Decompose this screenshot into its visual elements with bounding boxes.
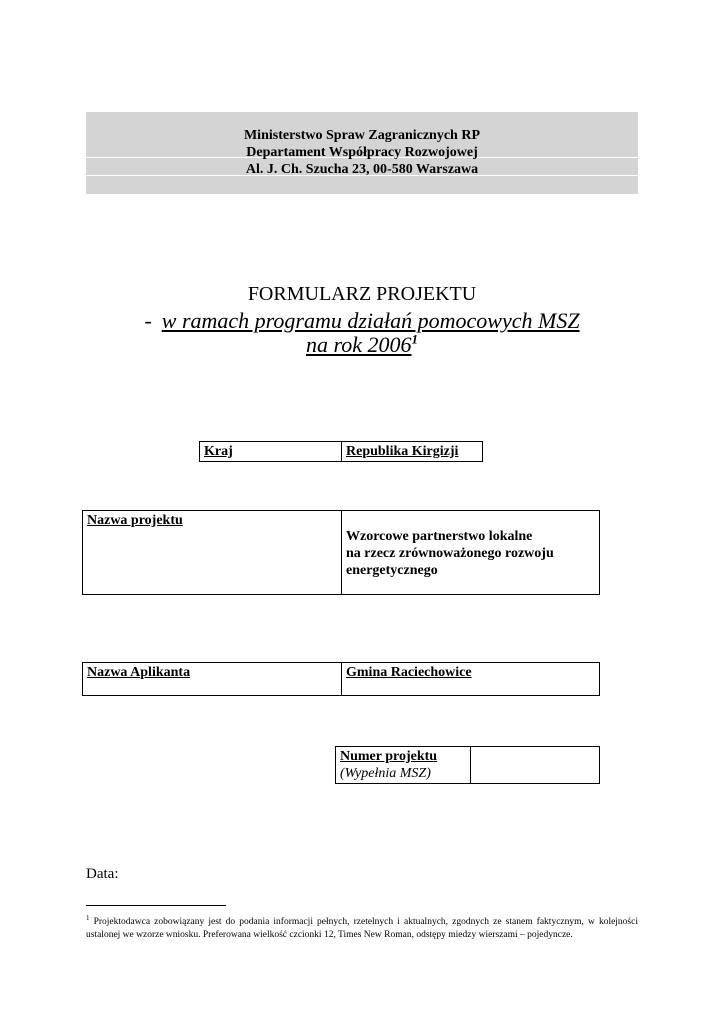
subtitle-line1: w ramach programu działań pomocowych MSZ <box>161 308 580 333</box>
footnote-marker: 1 <box>86 914 90 922</box>
project-name-line1: Wzorcowe partnerstwo lokalne <box>346 529 533 544</box>
ministry-header <box>86 112 638 194</box>
applicant-label-cell <box>83 663 342 696</box>
project-number-label: Numer projektu <box>340 749 438 764</box>
ministry-street: Al. J. Ch. Szucha 23, 00-580 Warszawa <box>245 162 479 177</box>
applicant-value-cell <box>342 663 600 696</box>
ministry-name: Ministerstwo Spraw Zagranicznych RP <box>243 128 481 143</box>
project-name-label: Nazwa projektu <box>87 513 183 528</box>
project-name-line3: energetycznego <box>346 563 438 578</box>
country-table <box>199 441 483 462</box>
footnote-divider <box>86 905 226 906</box>
footnote-text: Projektodawca zobowiązany jest do podania informacji pełnych, rzetelnych i aktualnych, zgodnych ze stanem faktycznym, w kolejności ustalonej we wzorze wniosku. Preferowana wielkość czcionki 12, Times New Roman, odstępy miedzy wierszami – pojedyncze. <box>86 917 638 941</box>
country-label-cell <box>200 442 342 462</box>
country-value: Republika Kirgizji <box>346 444 459 459</box>
footnote-reference: 1 <box>411 331 418 347</box>
form-subtitle <box>0 309 724 357</box>
country-label: Kraj <box>204 444 233 459</box>
form-title: FORMULARZ PROJEKTU <box>247 283 477 305</box>
department-name: Departament Współpracy Rozwojowej <box>246 145 478 160</box>
project-name-label-cell <box>83 511 342 595</box>
project-number-value-cell[interactable] <box>471 747 600 784</box>
project-name-table <box>82 510 600 595</box>
project-number-label-cell <box>336 747 471 784</box>
ministry-address <box>86 127 638 178</box>
subtitle-dash: - <box>144 308 152 333</box>
project-number-table <box>335 746 600 784</box>
subtitle-line2: na rok 2006 <box>305 332 412 357</box>
applicant-value: Gmina Raciechowice <box>346 665 472 680</box>
country-value-cell <box>342 442 483 462</box>
applicant-table <box>82 662 600 696</box>
project-name-value-cell <box>342 511 600 595</box>
project-name-line2: na rzecz zrównoważonego rozwoju <box>346 546 554 561</box>
footnote <box>86 912 638 942</box>
date-label: Data: <box>86 866 119 882</box>
project-number-note: (Wypełnia MSZ) <box>340 766 431 781</box>
applicant-label: Nazwa Aplikanta <box>87 665 191 680</box>
